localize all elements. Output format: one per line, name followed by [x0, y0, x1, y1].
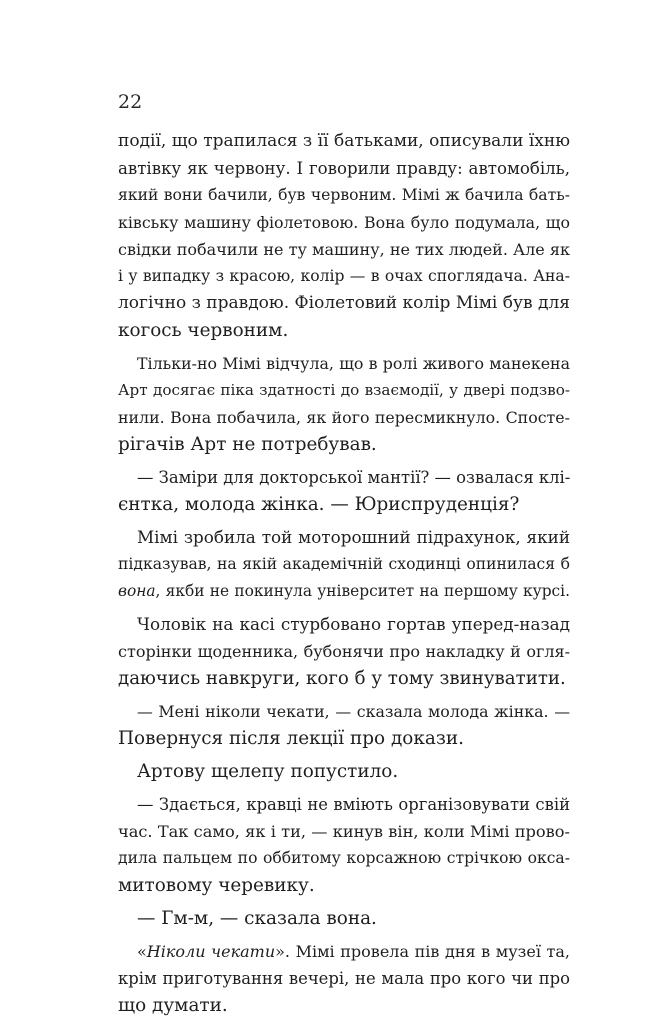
text-line: автівку як червону. І говорили правду: автомобіль,	[118, 159, 570, 178]
text-segment: ». Мімі провела пів дня в музеї та,	[275, 942, 570, 961]
text-line: і у випадку з красою, колір — в очах споглядача. Ана-	[118, 267, 570, 285]
text-line: нили. Вона побачила, як його пересмикнуло. Спосте-	[118, 408, 570, 427]
text-line: — Гм-м, — сказала вона.	[137, 908, 377, 929]
text-segment: «	[137, 942, 147, 961]
text-segment: , якби не покинула університет на першому курсі.	[155, 582, 570, 600]
text-line: рігачів Арт не потребував.	[118, 434, 377, 455]
text-line: Арт досягає піка здатності до взаємодії, у двері подзво-	[118, 381, 570, 399]
text-line: що думати.	[118, 995, 228, 1016]
text-line: свідки побачили не ту машину, не тих людей. Але як	[118, 240, 570, 259]
italic-text: вона	[118, 582, 156, 600]
page-number: 22	[118, 91, 143, 113]
text-line: митовому черевику.	[118, 875, 315, 896]
text-line: Артову щелепу попустило.	[137, 761, 399, 782]
text-line: логічно з правдою. Фіолетовий колір Мімі був для	[118, 293, 570, 313]
text-line: — Здається, кравці не вміють організовувати свій	[137, 795, 570, 814]
italic-text: Ніколи чекати	[146, 942, 276, 961]
text-line: єнтка, молода жінка. — Юриспруденція?	[118, 494, 520, 515]
text-line: — Мені ніколи чекати, — сказала молода жінка. —	[137, 702, 570, 721]
text-line: підказував, на якій академічній сходинці опинилася б	[118, 555, 570, 573]
text-line: дила пальцем по оббитому корсажною стрічкою окса-	[118, 849, 570, 867]
text-line: Повернуся після лекції про докази.	[118, 728, 464, 749]
text-line: Тільки-но Мімі відчула, що в ролі живого манекена	[137, 354, 570, 373]
body-text	[118, 128, 570, 1019]
text-line: Чоловік на касі стурбовано гортав уперед-назад	[137, 614, 570, 634]
text-line: — Заміри для докторської мантії? — озвалася клі-	[137, 468, 570, 487]
text-line: когось червоним.	[118, 320, 289, 341]
text-line: сторінки щоденника, бубонячи про накладку й огля-	[118, 642, 570, 661]
text-line: крім приготування вечері, не мала про кого чи про	[118, 969, 570, 988]
text-line: який вони бачили, був червоним. Мімі ж бачила бать-	[118, 186, 570, 204]
text-line: події, що трапилася з її батьками, описували їхню	[118, 131, 570, 151]
text-line: даючись навкруги, кого б у тому звинуватити.	[118, 668, 566, 689]
text-line: Мімі зробила той моторошний підрахунок, який	[137, 527, 570, 547]
text-line	[118, 578, 570, 605]
text-line	[118, 938, 570, 965]
text-line: ківську машину фіолетовою. Вона було подумала, що	[118, 213, 570, 232]
text-line: час. Так само, як і ти, — кинув він, коли Мімі прово-	[118, 822, 570, 841]
